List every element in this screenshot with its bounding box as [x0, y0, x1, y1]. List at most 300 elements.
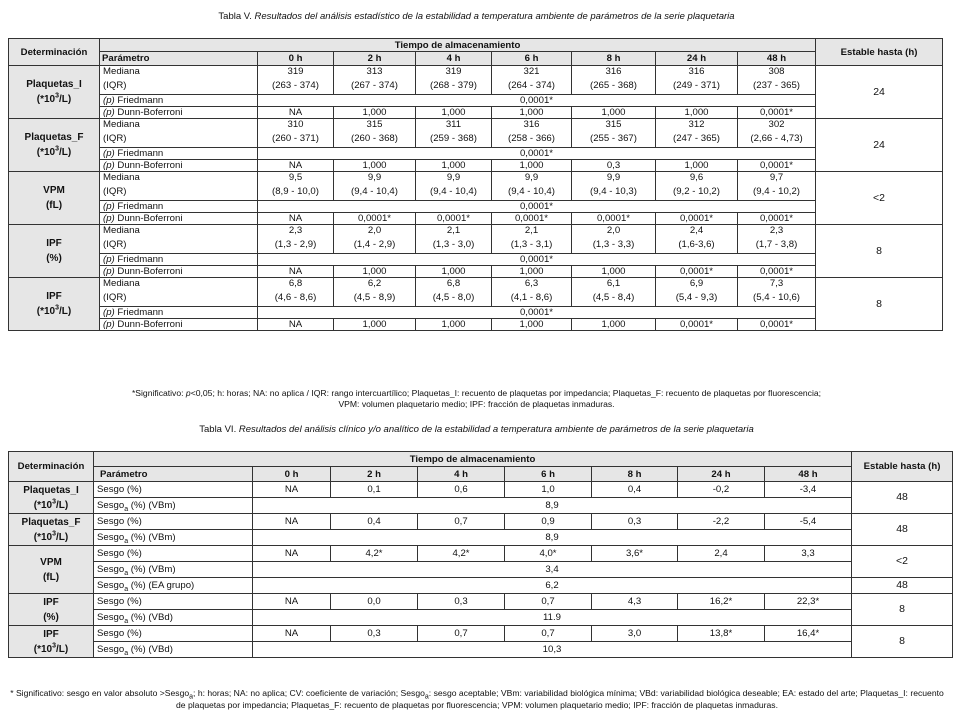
estable-value: <2 [852, 546, 953, 578]
sesgo-value: 4,2* [418, 546, 505, 562]
header-time: 8 h [572, 52, 656, 66]
sesgo-value: 3,6* [592, 546, 678, 562]
header-time: 48 h [738, 52, 816, 66]
sesgo-a-sub: a [124, 649, 129, 657]
iqr-value: (1,6-3,6) [656, 237, 738, 254]
unit-post: /L) [56, 531, 69, 543]
param-dunn [100, 266, 258, 278]
p-symbol: (p) [103, 95, 115, 106]
dunn-value: 0,0001* [738, 266, 816, 278]
header-time: 4 h [416, 52, 492, 66]
header-time: 6 h [492, 52, 572, 66]
unit-pre: (*10 [36, 147, 56, 158]
sesgo-a-value: 8,9 [253, 530, 852, 546]
iqr-value: (268 - 379) [416, 78, 492, 95]
dunn-value: 1,000 [492, 107, 572, 119]
header-time: 2 h [334, 52, 416, 66]
determinacion-unit [34, 644, 68, 655]
friedmann-value: 0,0001* [258, 307, 816, 319]
mediana-value: 315 [572, 119, 656, 131]
param-sesgo-a [94, 610, 253, 626]
iqr-value: (267 - 374) [334, 78, 416, 95]
dunn-value: 1,000 [572, 319, 656, 331]
param-dunn [100, 160, 258, 172]
estable-value: 48 [852, 482, 953, 514]
iqr-value: (8,9 - 10,0) [258, 184, 334, 201]
param-iqr: (IQR) [100, 290, 258, 307]
table-row [9, 307, 943, 319]
dunn-value: 1,000 [334, 319, 416, 331]
iqr-value: (237 - 365) [738, 78, 816, 95]
param-friedmann [100, 254, 258, 266]
dunn-value: 1,000 [416, 266, 492, 278]
determinacion-unit [37, 306, 71, 317]
iqr-value: (264 - 374) [492, 78, 572, 95]
dunn-value: 0,0001* [416, 213, 492, 225]
dunn-value: 1,000 [572, 107, 656, 119]
param-sesgo-a [94, 578, 253, 594]
table-row [9, 78, 943, 95]
dunn-value: 0,0001* [492, 213, 572, 225]
mediana-value: 2,3 [738, 225, 816, 237]
sesgo-value: 4,2* [331, 546, 418, 562]
sesgo-a-pre: Sesgo [97, 612, 125, 623]
dunn-value: 1,000 [334, 107, 416, 119]
mediana-value: 2,0 [334, 225, 416, 237]
iqr-value: (260 - 368) [334, 131, 416, 148]
determinacion-cell [9, 119, 100, 172]
param-friedmann [100, 95, 258, 107]
table6-note-b: ; h: horas; NA: no aplica; CV: coeficiente de variación; Sesgo [193, 688, 425, 698]
param-sesgo-a [94, 642, 253, 658]
header-time: 48 h [765, 467, 852, 482]
sesgo-a-pre: Sesgo [97, 580, 125, 591]
p-symbol: (p) [103, 107, 115, 118]
iqr-value: (1,3 - 3,3) [572, 237, 656, 254]
dunn-value: NA [258, 160, 334, 172]
unit-pre: (fL) [42, 571, 60, 583]
unit-pre: (*10 [33, 499, 53, 511]
mediana-value: 2,1 [492, 225, 572, 237]
table5-note-line2: VPM: volumen plaquetario medio; IPF: fracción de plaquetas inmaduras. [338, 399, 615, 409]
table5-note [0, 388, 953, 410]
table6-caption [0, 424, 953, 436]
table-row [9, 562, 953, 578]
mediana-value: 6,8 [416, 278, 492, 290]
p-symbol: (p) [103, 254, 115, 265]
header-tiempo: Tiempo de almacenamiento [100, 39, 816, 52]
table-row [9, 201, 943, 213]
sesgo-a-pre: Sesgo [97, 532, 125, 543]
friedmann-label: Friedmann [114, 307, 164, 318]
unit-pre: (*10 [33, 531, 53, 543]
header-determinacion: Determinación [9, 39, 100, 66]
table-row [9, 514, 953, 530]
determinacion-unit [37, 147, 71, 158]
iqr-value: (263 - 374) [258, 78, 334, 95]
iqr-value: (5,4 - 9,3) [656, 290, 738, 307]
friedmann-value: 0,0001* [258, 254, 816, 266]
dunn-value: 0,0001* [334, 213, 416, 225]
table-row [9, 213, 943, 225]
table-row [9, 530, 953, 546]
sesgo-a-value: 11.9 [253, 610, 852, 626]
sesgo-value: 4,0* [505, 546, 592, 562]
table-row [9, 578, 953, 594]
table-row [9, 278, 943, 290]
table-row [9, 237, 943, 254]
sesgo-value: 0,1 [331, 482, 418, 498]
determinacion-cell [9, 225, 100, 278]
iqr-value: (1,7 - 3,8) [738, 237, 816, 254]
table5-note-a: *Significativo: [131, 388, 186, 398]
unit-post: /L) [56, 499, 69, 511]
mediana-value: 7,3 [738, 278, 816, 290]
estable-value: 8 [816, 225, 943, 278]
p-symbol: (p) [103, 307, 115, 318]
unit-pre: (*10 [36, 306, 56, 317]
table-row [9, 148, 943, 160]
sesgo-value: 2,4 [678, 546, 765, 562]
iqr-value: (2,66 - 4,73) [738, 131, 816, 148]
sesgo-value: 22,3* [765, 594, 852, 610]
iqr-value: (247 - 365) [656, 131, 738, 148]
estable-value: <2 [816, 172, 943, 225]
mediana-value: 9,6 [656, 172, 738, 184]
iqr-value: (5,4 - 10,6) [738, 290, 816, 307]
unit-pre: (*10 [33, 643, 53, 655]
sesgo-value: 0,7 [505, 594, 592, 610]
table-row [9, 254, 943, 266]
dunn-label: Dunn-Boferroni [114, 107, 183, 118]
table-row [9, 172, 943, 184]
param-mediana: Mediana [100, 172, 258, 184]
sesgo-value: 16,2* [678, 594, 765, 610]
unit-pre: (%) [46, 253, 62, 264]
sesgo-value: 0,3 [331, 626, 418, 642]
p-symbol: (p) [103, 213, 115, 224]
header-time: 0 h [253, 467, 331, 482]
sesgo-a-sub: a [124, 617, 129, 625]
iqr-value: (4,1 - 8,6) [492, 290, 572, 307]
param-sesgo: Sesgo (%) [94, 594, 253, 610]
dunn-value: 0,3 [572, 160, 656, 172]
iqr-value: (259 - 368) [416, 131, 492, 148]
sesgo-a-suffix: (%) (VBd) [128, 612, 173, 623]
sesgo-value: 0,7 [505, 626, 592, 642]
mediana-value: 315 [334, 119, 416, 131]
dunn-value: 1,000 [492, 160, 572, 172]
mediana-value: 2,4 [656, 225, 738, 237]
determinacion-cell [9, 514, 94, 546]
mediana-value: 9,9 [572, 172, 656, 184]
table-row [9, 160, 943, 172]
dunn-value: 0,0001* [656, 319, 738, 331]
param-sesgo: Sesgo (%) [94, 514, 253, 530]
table5-caption-lead: Tabla V. [218, 11, 255, 22]
table-row [9, 498, 953, 514]
param-iqr: (IQR) [100, 131, 258, 148]
table-row [9, 184, 943, 201]
friedmann-value: 0,0001* [258, 148, 816, 160]
determinacion-name: Plaquetas_I [26, 79, 82, 90]
determinacion-name: Plaquetas_I [23, 484, 79, 496]
unit-post: /L) [59, 94, 72, 105]
friedmann-label: Friedmann [114, 95, 164, 106]
p-symbol: (p) [103, 148, 115, 159]
p-symbol: (p) [103, 319, 115, 330]
mediana-value: 316 [492, 119, 572, 131]
table6-note-a: * Significativo: sesgo en valor absoluto >Sesgo [10, 688, 190, 698]
header-time: 0 h [258, 52, 334, 66]
header-time: 4 h [418, 467, 505, 482]
dunn-value: 0,0001* [738, 160, 816, 172]
sesgo-value: 3,0 [592, 626, 678, 642]
sesgo-value: NA [253, 514, 331, 530]
sesgo-a-sub: a [124, 505, 129, 513]
table-row [9, 95, 943, 107]
determinacion-cell [9, 172, 100, 225]
param-dunn [100, 107, 258, 119]
param-friedmann [100, 201, 258, 213]
mediana-value: 9,5 [258, 172, 334, 184]
estable-value: 8 [816, 278, 943, 331]
sesgo-a-suffix: (%) (EA grupo) [128, 580, 195, 591]
unit-post: /L) [59, 147, 72, 158]
determinacion-name: IPF [46, 291, 62, 302]
determinacion-unit [43, 572, 59, 583]
mediana-value: 319 [416, 66, 492, 78]
sesgo-value: 13,8* [678, 626, 765, 642]
determinacion-cell [9, 626, 94, 658]
sesgo-a-sub: a [124, 569, 129, 577]
table-row [9, 225, 943, 237]
mediana-value: 313 [334, 66, 416, 78]
sesgo-a-pre: Sesgo [97, 500, 125, 511]
sesgo-a-sub: a [124, 537, 129, 545]
table-row [9, 546, 953, 562]
unit-post: /L) [56, 643, 69, 655]
mediana-value: 310 [258, 119, 334, 131]
determinacion-name: IPF [46, 238, 62, 249]
iqr-value: (1,3 - 3,0) [416, 237, 492, 254]
mediana-value: 9,7 [738, 172, 816, 184]
iqr-value: (1,4 - 2,9) [334, 237, 416, 254]
table-row [9, 131, 943, 148]
dunn-value: 1,000 [572, 266, 656, 278]
estable-value: 48 [852, 514, 953, 546]
mediana-value: 9,9 [334, 172, 416, 184]
header-determinacion: Determinación [9, 452, 94, 482]
param-mediana: Mediana [100, 278, 258, 290]
p-symbol: (p) [103, 160, 115, 171]
sesgo-value: 0,3 [418, 594, 505, 610]
dunn-value: 0,0001* [572, 213, 656, 225]
table-row [9, 482, 953, 498]
unit-pre: (*10 [36, 94, 56, 105]
mediana-value: 2,1 [416, 225, 492, 237]
dunn-value: 1,000 [334, 160, 416, 172]
iqr-value: (9,4 - 10,3) [572, 184, 656, 201]
param-friedmann [100, 148, 258, 160]
table-row [9, 626, 953, 642]
unit-pre: (%) [43, 611, 59, 623]
sesgo-value: NA [253, 482, 331, 498]
table5-caption-title: Resultados del análisis estadístico de la estabilidad a temperatura ambiente de parámetros de la serie plaquetaria [254, 11, 735, 22]
iqr-value: (249 - 371) [656, 78, 738, 95]
estable-value: 24 [816, 66, 943, 119]
mediana-value: 6,9 [656, 278, 738, 290]
determinacion-unit [43, 612, 59, 623]
unit-sup: 3 [55, 145, 60, 153]
mediana-value: 316 [572, 66, 656, 78]
determinacion-unit [34, 500, 68, 511]
iqr-value: (260 - 371) [258, 131, 334, 148]
dunn-label: Dunn-Boferroni [114, 160, 183, 171]
dunn-value: 0,0001* [738, 107, 816, 119]
sesgo-value: -3,4 [765, 482, 852, 498]
table5-note-b: <0,05; h: horas; NA: no aplica / IQR: rango intercuartílico; Plaquetas_I: recuento de plaquetas por impedancia; Plaquetas_F: recuento de plaquetas por fluorescencia; [190, 388, 822, 398]
table-row [9, 66, 943, 78]
iqr-value: (4,5 - 8,4) [572, 290, 656, 307]
iqr-value: (255 - 367) [572, 131, 656, 148]
sesgo-a-value: 6,2 [253, 578, 852, 594]
p-symbol: (p) [103, 266, 115, 277]
sesgo-value: 0,9 [505, 514, 592, 530]
sesgo-value: 0,6 [418, 482, 505, 498]
determinacion-unit [46, 200, 62, 211]
iqr-value: (1,3 - 2,9) [258, 237, 334, 254]
iqr-value: (265 - 368) [572, 78, 656, 95]
determinacion-unit [46, 253, 62, 264]
table-row [9, 594, 953, 610]
friedmann-label: Friedmann [114, 148, 164, 159]
sesgo-a-pre: Sesgo [97, 644, 125, 655]
table-row [9, 290, 943, 307]
param-sesgo: Sesgo (%) [94, 482, 253, 498]
table6-note [6, 687, 948, 711]
sesgo-a-suffix: (%) (VBm) [128, 532, 176, 543]
sesgo-value: 0,0 [331, 594, 418, 610]
param-friedmann [100, 307, 258, 319]
sesgo-a-value: 8,9 [253, 498, 852, 514]
table6-note-sub2: a [424, 693, 429, 701]
table6-note-sub: a [189, 693, 194, 701]
estable-value: 24 [816, 119, 943, 172]
dunn-value: 1,000 [416, 160, 492, 172]
dunn-value: NA [258, 319, 334, 331]
mediana-value: 6,2 [334, 278, 416, 290]
dunn-label: Dunn-Boferroni [114, 266, 183, 277]
determinacion-name: Plaquetas_F [21, 516, 81, 528]
mediana-value: 2,3 [258, 225, 334, 237]
sesgo-value: 3,3 [765, 546, 852, 562]
param-mediana: Mediana [100, 119, 258, 131]
mediana-value: 2,0 [572, 225, 656, 237]
mediana-value: 6,8 [258, 278, 334, 290]
dunn-value: 1,000 [656, 107, 738, 119]
table6 [8, 451, 953, 658]
determinacion-name: VPM [43, 185, 65, 196]
sesgo-a-pre: Sesgo [97, 564, 125, 575]
sesgo-value: 0,3 [592, 514, 678, 530]
friedmann-label: Friedmann [114, 201, 164, 212]
sesgo-a-suffix: (%) (VBm) [128, 500, 176, 511]
header-estable: Estable hasta (h) [816, 39, 943, 66]
determinacion-unit [34, 532, 68, 543]
param-dunn [100, 213, 258, 225]
dunn-value: 1,000 [416, 319, 492, 331]
table5-note-p: p [185, 388, 191, 398]
iqr-value: (9,4 - 10,2) [738, 184, 816, 201]
param-mediana: Mediana [100, 225, 258, 237]
header-time: 8 h [592, 467, 678, 482]
mediana-value: 6,1 [572, 278, 656, 290]
mediana-value: 302 [738, 119, 816, 131]
table6-caption-lead: Tabla VI. [199, 424, 239, 435]
table-row [9, 642, 953, 658]
dunn-value: NA [258, 213, 334, 225]
sesgo-value: NA [253, 626, 331, 642]
dunn-value: 1,000 [656, 160, 738, 172]
unit-pre: (fL) [45, 200, 63, 211]
dunn-value: 1,000 [492, 319, 572, 331]
table6-note-c: : sesgo aceptable; VBm: variabilidad biológica mínima; VBd: variabilidad biológica deseable; EA: estado del arte; Plaquetas_I: recuento de plaquetas por impedancia; Plaquetas_F: recuento de plaquetas por fluorescencia; VPM: volumen plaquetario medio; IPF: fracción de plaquetas inmaduras. [176, 688, 944, 710]
friedmann-label: Friedmann [114, 254, 164, 265]
mediana-value: 316 [656, 66, 738, 78]
estable-value: 8 [852, 594, 953, 626]
table-row [9, 119, 943, 131]
determinacion-name: Plaquetas_F [24, 132, 84, 143]
sesgo-value: NA [253, 546, 331, 562]
sesgo-value: -2,2 [678, 514, 765, 530]
param-sesgo: Sesgo (%) [94, 546, 253, 562]
sesgo-value: -5,4 [765, 514, 852, 530]
p-symbol: (p) [103, 201, 115, 212]
param-sesgo-a [94, 530, 253, 546]
sesgo-value: 16,4* [765, 626, 852, 642]
sesgo-a-sub: a [124, 585, 129, 593]
estable-value: 8 [852, 626, 953, 658]
param-sesgo: Sesgo (%) [94, 626, 253, 642]
iqr-value: (4,5 - 8,9) [334, 290, 416, 307]
friedmann-value: 0,0001* [258, 201, 816, 213]
table-row [9, 610, 953, 626]
table5-caption [0, 11, 953, 23]
unit-sup: 3 [52, 498, 57, 506]
determinacion-cell [9, 66, 100, 119]
mediana-value: 9,9 [492, 172, 572, 184]
param-dunn [100, 319, 258, 331]
dunn-value: 0,0001* [738, 319, 816, 331]
dunn-value: NA [258, 107, 334, 119]
header-parametro: Parámetro [94, 467, 253, 482]
iqr-value: (9,4 - 10,4) [416, 184, 492, 201]
param-iqr: (IQR) [100, 78, 258, 95]
unit-sup: 3 [52, 642, 57, 650]
sesgo-value: -0,2 [678, 482, 765, 498]
dunn-value: 0,0001* [656, 266, 738, 278]
header-estable: Estable hasta (h) [852, 452, 953, 482]
determinacion-unit [37, 94, 71, 105]
mediana-value: 6,3 [492, 278, 572, 290]
unit-sup: 3 [52, 530, 57, 538]
mediana-value: 321 [492, 66, 572, 78]
determinacion-cell [9, 594, 94, 626]
iqr-value: (4,6 - 8,6) [258, 290, 334, 307]
table-row [9, 319, 943, 331]
dunn-label: Dunn-Boferroni [114, 319, 183, 330]
